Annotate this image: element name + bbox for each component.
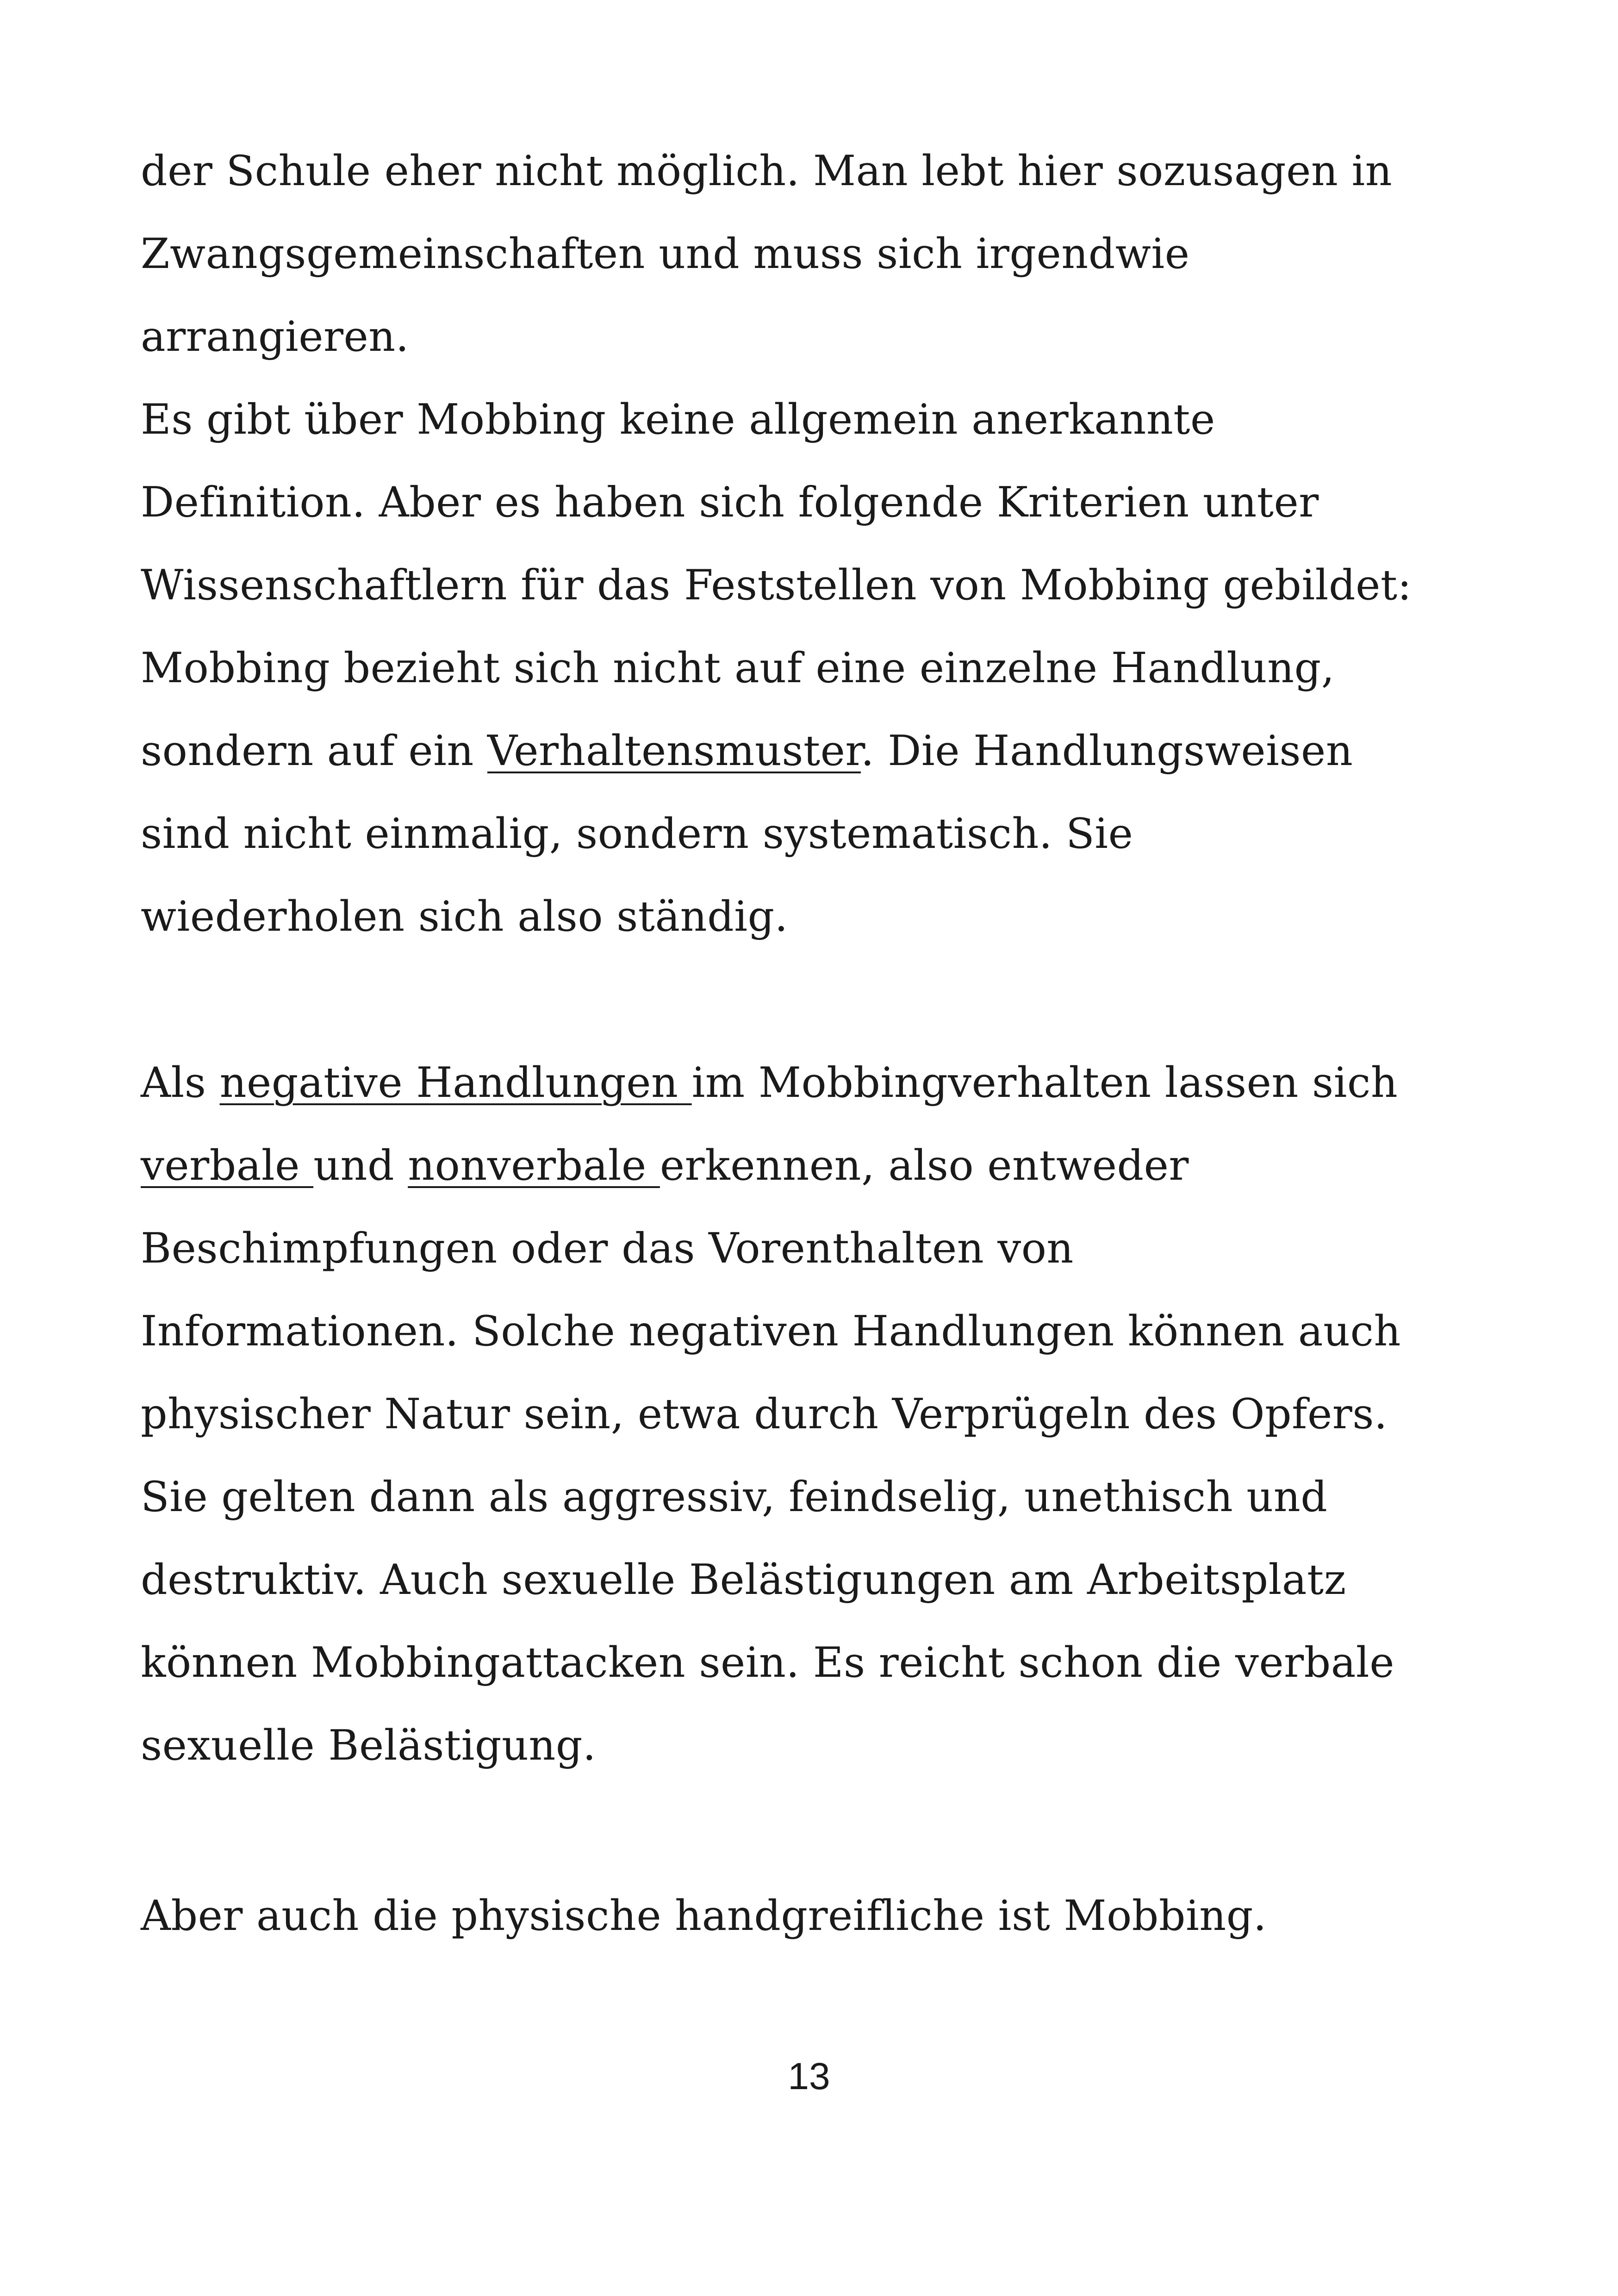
underlined-term: verbale (141, 1141, 314, 1190)
text-segment: . Die Handlungsweisen (861, 727, 1353, 775)
paragraph-3 (141, 1874, 1511, 1957)
text-line: sind nicht einmalig, sondern systematisch. Sie (141, 809, 1133, 858)
text-segment: Als (141, 1058, 220, 1107)
text-line (141, 1041, 1511, 1124)
underlined-term: Verhaltensmuster (487, 727, 861, 775)
page-number: 13 (788, 2055, 830, 2097)
text-line: Beschimpfungen oder das Vorenthalten von (141, 1224, 1074, 1273)
text-line: destruktiv. Auch sexuelle Belästigungen am Arbeitsplatz (141, 1556, 1346, 1604)
text-line: Aber auch die physische handgreifliche ist Mobbing. (141, 1892, 1267, 1940)
text-line: Wissenschaftlern für das Feststellen von Mobbing gebildet: (141, 561, 1412, 610)
text-line: wiederholen sich also ständig. (141, 892, 788, 941)
text-line: Informationen. Solche negativen Handlungen können auch (141, 1307, 1401, 1356)
underlined-term: negative Handlungen (219, 1058, 692, 1107)
text-line: physischer Natur sein, etwa durch Verprügeln des Opfers. (141, 1390, 1388, 1438)
text-line: Mobbing bezieht sich nicht auf eine einzelne Handlung, (141, 644, 1335, 692)
text-line: Definition. Aber es haben sich folgende Kriterien unter (141, 478, 1319, 527)
text-segment: und (313, 1141, 408, 1190)
text-line: sexuelle Belästigung. (141, 1721, 597, 1770)
underlined-term: nonverbale (408, 1141, 660, 1190)
text-line: Sie gelten dann als aggressiv, feindselig, unethisch und (141, 1473, 1328, 1521)
text-line: Zwangsgemeinschaften und muss sich irgendwie (141, 230, 1190, 278)
text-line: der Schule eher nicht möglich. Man lebt hier sozusagen in (141, 147, 1393, 195)
text-line: Es gibt über Mobbing keine allgemein anerkannte (141, 395, 1215, 444)
text-line: können Mobbingattacken sein. Es reicht schon die verbale (141, 1638, 1394, 1687)
text-line (141, 709, 1511, 792)
paragraph-1 (141, 130, 1511, 958)
text-line (141, 1124, 1511, 1207)
text-segment: sondern auf ein (141, 727, 487, 775)
paragraph-2 (141, 1041, 1511, 1787)
text-segment: erkennen, also entweder (660, 1141, 1189, 1190)
text-segment: im Mobbingverhalten lassen sich (691, 1058, 1398, 1107)
text-line: arrangieren. (141, 312, 409, 361)
